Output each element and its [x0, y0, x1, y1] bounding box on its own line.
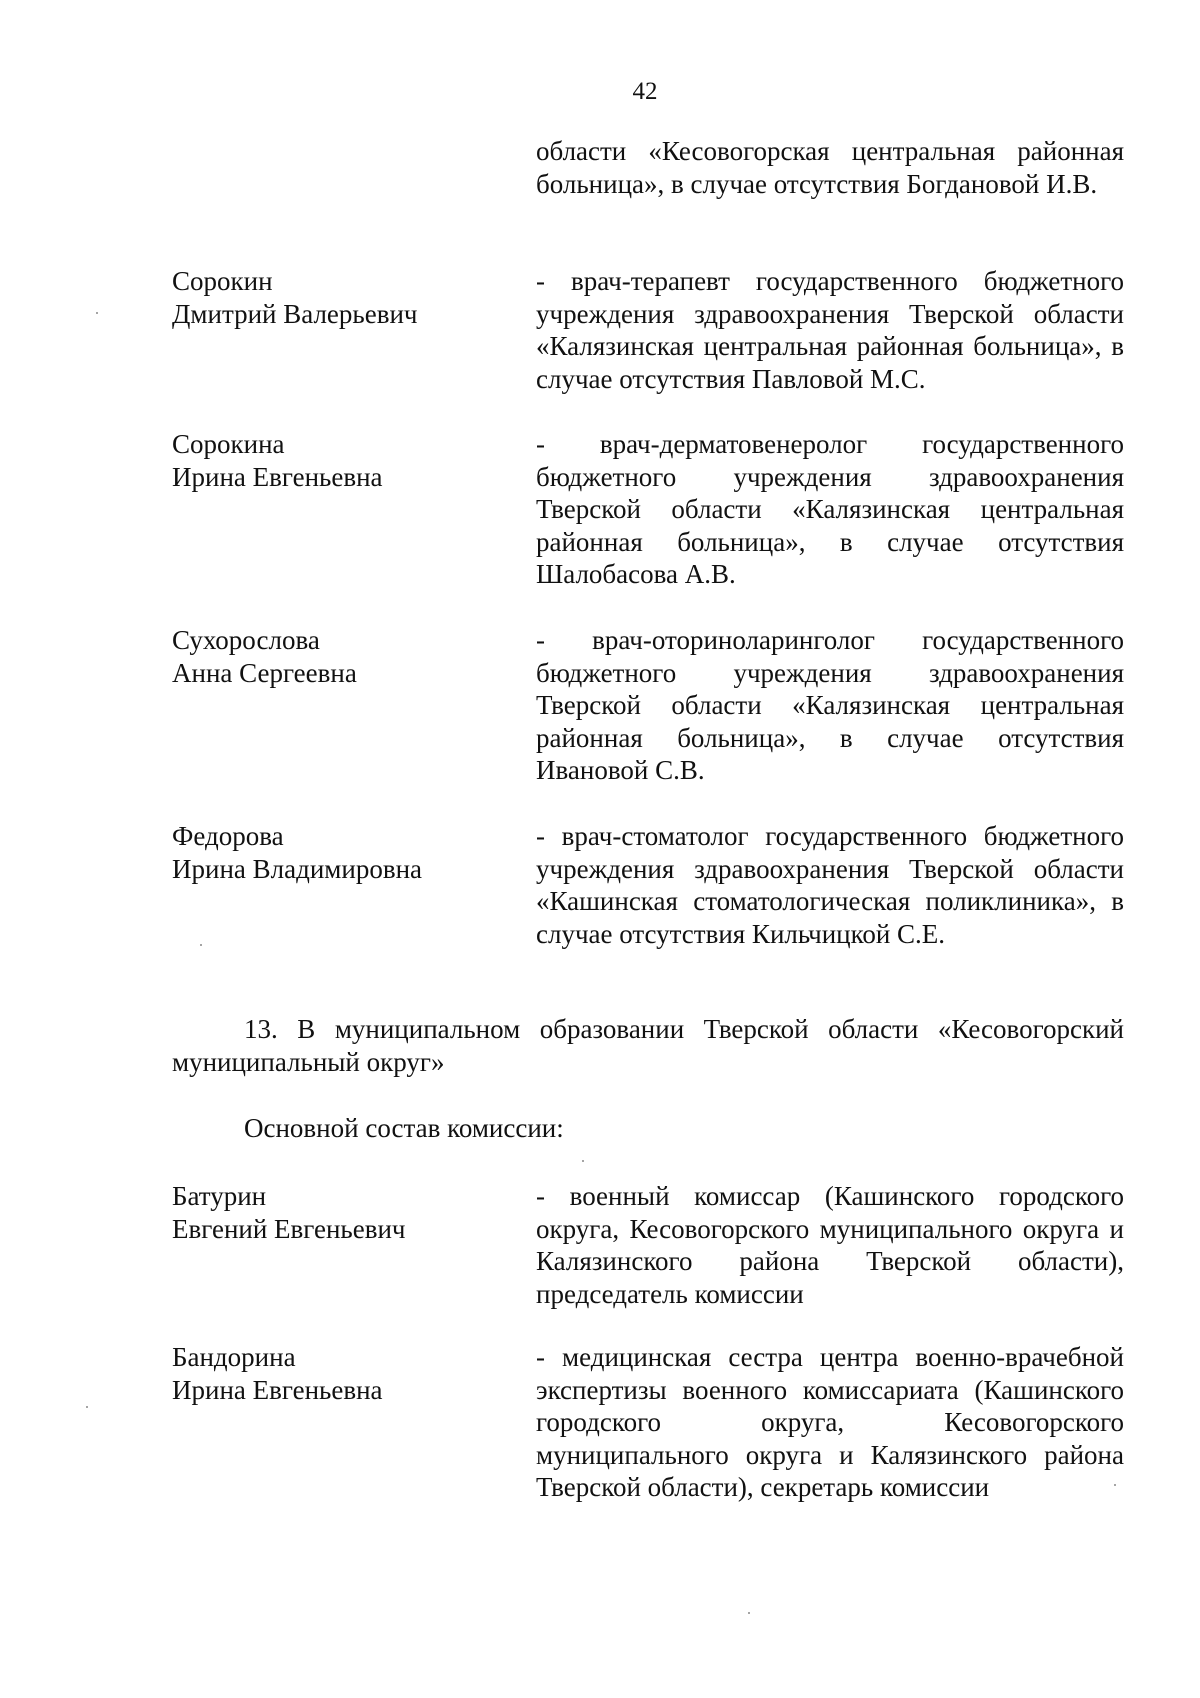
member-name: Сорокин Дмитрий Валерьевич — [172, 266, 418, 329]
scan-speck — [748, 1612, 750, 1614]
section-subheading: Основной состав комиссии: — [244, 1113, 564, 1143]
member-name: Бандорина Ирина Евгеньевна — [172, 1342, 383, 1405]
scan-speck — [96, 312, 98, 314]
member-description: - врач-оториноларинголог государственного бюджетного учреждения здравоохранения Тверской области «Калязинская центральная районная больница», в случае отсутствия Ивановой С.В. — [536, 625, 1124, 785]
scan-speck — [582, 1160, 584, 1162]
section-paragraph: 13. В муниципальном образовании Тверской области «Кесовогорский муниципальный округ» — [172, 1014, 1124, 1077]
continuation-text: области «Кесовогорская центральная районная больница», в случае отсутствия Богдановой И.В. — [536, 136, 1124, 199]
member-name: Федорова Ирина Владимировна — [172, 821, 423, 884]
scan-speck — [1114, 1484, 1116, 1486]
scan-speck — [200, 944, 202, 946]
member-name: Батурин Евгений Евгеньевич — [172, 1181, 406, 1244]
member-description: - врач-стоматолог государственного бюджетного учреждения здравоохранения Тверской области «Кашинская стоматологическая поликлиника», в случае отсутствия Кильчицкой С.Е. — [536, 821, 1124, 949]
member-description: - военный комиссар (Кашинского городского округа, Кесовогорского муниципального округа и Калязинского района Тверской области), председатель комиссии — [536, 1181, 1124, 1309]
member-description: - врач-дерматовенеролог государственного бюджетного учреждения здравоохранения Тверской области «Калязинская центральная районная больница», в случае отсутствия Шалобасова А.В. — [536, 429, 1124, 589]
member-name: Сорокина Ирина Евгеньевна — [172, 429, 383, 492]
member-name: Сухорослова Анна Сергеевна — [172, 625, 357, 688]
page-number: 42 — [632, 78, 658, 105]
member-description: - медицинская сестра центра военно-врачебной экспертизы военного комиссариата (Кашинского городского округа, Кесовогорского муниципального округа и Калязинского района Тверской области), секретарь комиссии — [536, 1342, 1124, 1502]
member-description: - врач-терапевт государственного бюджетного учреждения здравоохранения Тверской области «Калязинская центральная районная больница», в случае отсутствия Павловой М.С. — [536, 266, 1124, 394]
scan-speck — [86, 1406, 88, 1408]
